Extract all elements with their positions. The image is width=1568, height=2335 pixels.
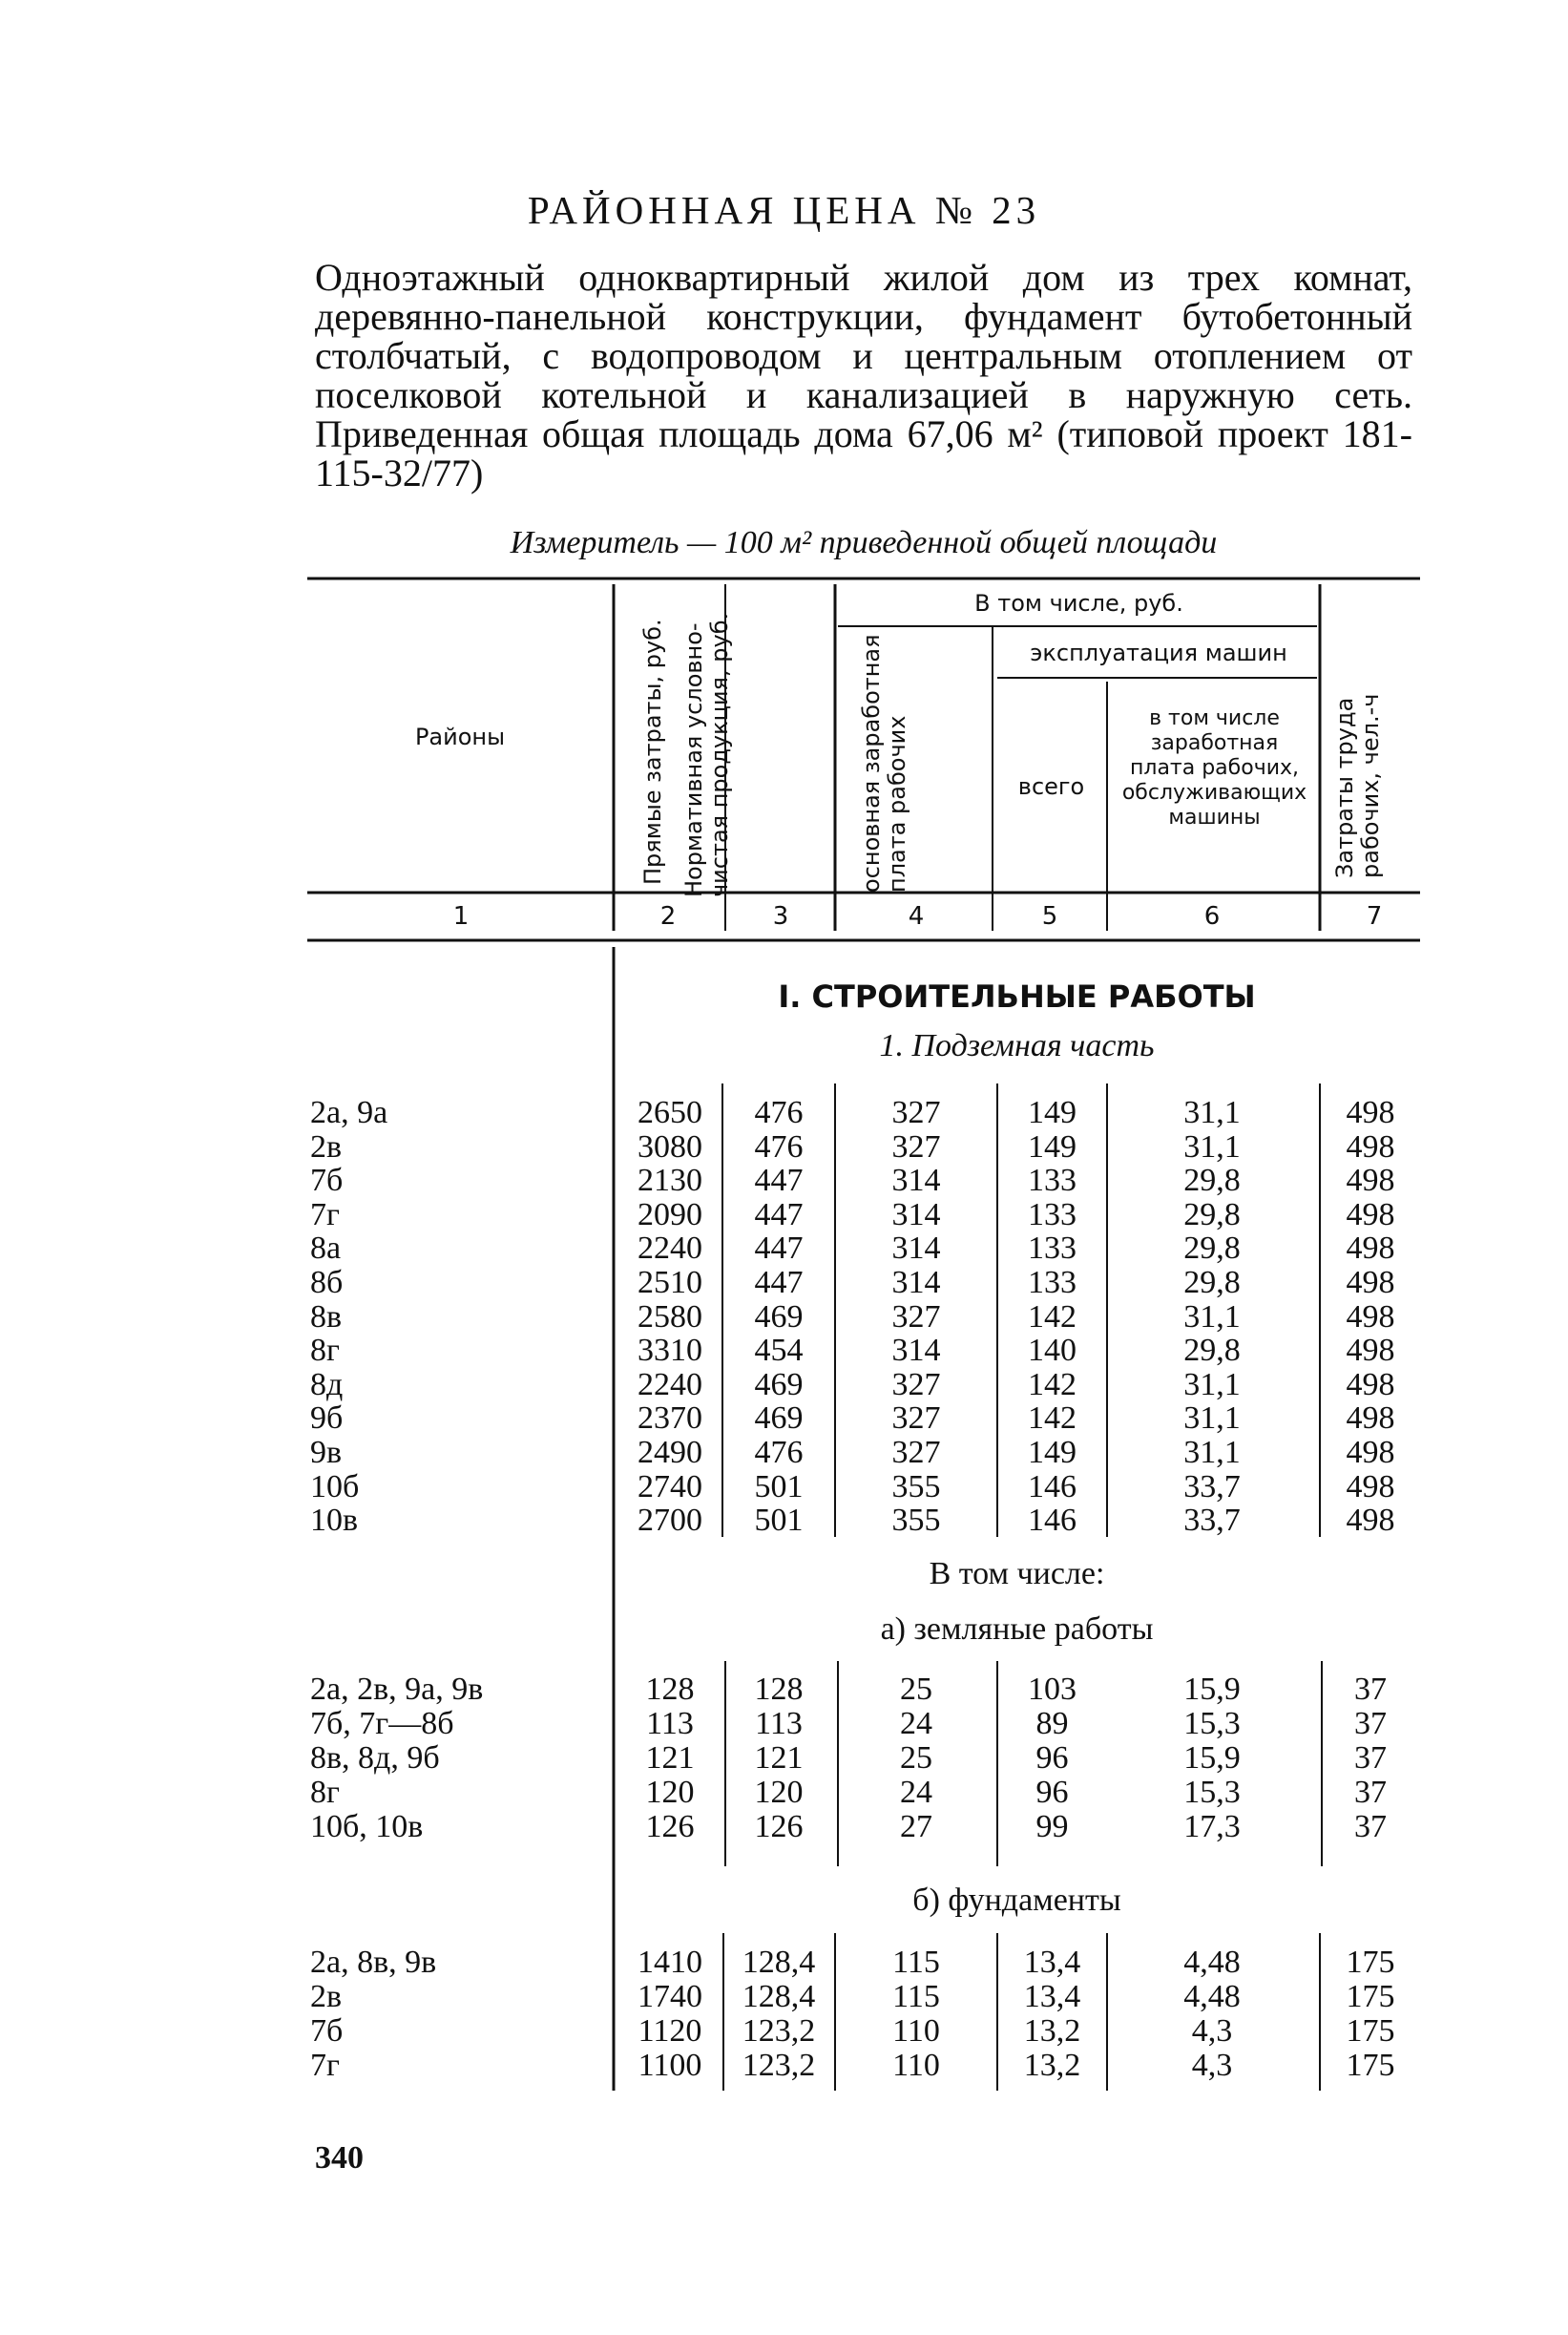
cell-base-wages: 27 — [900, 1809, 932, 1844]
cell-labor-hours: 175 — [1346, 1945, 1395, 1980]
table-row — [310, 1946, 1417, 1980]
cell-region: 8д — [310, 1366, 344, 1402]
cell-base-wages: 314 — [891, 1265, 941, 1300]
cell-region: 8в, 8д, 9б — [310, 1740, 440, 1776]
cell-normative-product: 454 — [754, 1333, 804, 1369]
cell-labor-hours: 498 — [1346, 1265, 1395, 1300]
header-labor-hours: Затраты труда рабочих, чел.-ч — [1331, 693, 1384, 878]
cell-labor-hours: 498 — [1346, 1231, 1395, 1267]
table-row — [310, 1707, 1417, 1741]
cell-direct-costs: 2650 — [638, 1095, 702, 1130]
cell-machine-wages: 33,7 — [1183, 1468, 1241, 1504]
cell-normative-product: 123,2 — [742, 2048, 816, 2083]
cell-direct-costs: 2240 — [638, 1231, 702, 1267]
cell-machine-wages: 31,1 — [1183, 1128, 1241, 1165]
cell-machine-wages: 31,1 — [1183, 1366, 1241, 1402]
table-row — [310, 1368, 1417, 1402]
cell-base-wages: 24 — [900, 1775, 932, 1810]
table-row — [310, 1164, 1417, 1198]
cell-normative-product: 447 — [754, 1231, 804, 1267]
cell-machine-total: 142 — [1028, 1366, 1077, 1402]
cell-machine-total: 13,2 — [1023, 2013, 1081, 2049]
cell-machine-wages: 33,7 — [1183, 1503, 1241, 1539]
cell-base-wages: 355 — [891, 1503, 941, 1539]
cell-labor-hours: 498 — [1346, 1163, 1395, 1199]
table-row — [310, 1436, 1417, 1470]
cell-region: 8г — [310, 1775, 340, 1810]
header-regions: Районы — [414, 724, 506, 750]
cell-direct-costs: 1100 — [638, 2048, 702, 2083]
cell-labor-hours: 498 — [1346, 1400, 1395, 1437]
table-row — [310, 1334, 1417, 1368]
cell-direct-costs: 3310 — [638, 1333, 702, 1369]
cell-base-wages: 327 — [891, 1298, 941, 1335]
cell-machine-total: 146 — [1028, 1468, 1077, 1504]
colnum-1: 1 — [452, 902, 470, 931]
cell-direct-costs: 121 — [645, 1740, 695, 1776]
cell-machine-wages: 29,8 — [1183, 1333, 1241, 1369]
cell-region: 2а, 2в, 9а, 9в — [310, 1672, 484, 1707]
cell-machine-total: 149 — [1028, 1095, 1077, 1130]
cell-machine-wages: 15,3 — [1183, 1775, 1241, 1810]
cell-base-wages: 24 — [900, 1706, 932, 1741]
cell-labor-hours: 37 — [1354, 1672, 1387, 1707]
cell-direct-costs: 120 — [645, 1775, 695, 1810]
section-title: I. СТРОИТЕЛЬНЫЕ РАБОТЫ — [778, 978, 1256, 1015]
table-row — [310, 1741, 1417, 1776]
cell-direct-costs: 2490 — [638, 1435, 702, 1470]
cell-machine-wages: 31,1 — [1183, 1298, 1241, 1335]
cell-direct-costs: 126 — [645, 1809, 695, 1844]
cell-base-wages: 110 — [892, 2013, 940, 2049]
cell-machine-wages: 4,48 — [1183, 1945, 1241, 1980]
cell-labor-hours: 37 — [1354, 1775, 1387, 1810]
cell-machine-total: 140 — [1028, 1333, 1077, 1369]
colnum-2: 2 — [659, 902, 677, 931]
table-row — [310, 1266, 1417, 1300]
header-direct-costs: Прямые затраты, руб. — [639, 619, 666, 885]
table-row — [310, 1198, 1417, 1232]
cell-normative-product: 123,2 — [742, 2013, 816, 2049]
cell-normative-product: 128,4 — [742, 1945, 816, 1980]
table-row — [310, 1672, 1417, 1707]
cell-machine-wages: 15,3 — [1183, 1706, 1241, 1741]
cell-region: 7г — [310, 1196, 340, 1232]
cell-machine-total: 133 — [1028, 1163, 1077, 1199]
cell-base-wages: 327 — [891, 1095, 941, 1130]
cell-base-wages: 314 — [891, 1163, 941, 1199]
cell-region: 8б — [310, 1265, 344, 1300]
table-row — [310, 2014, 1417, 2049]
table-row — [310, 1096, 1417, 1130]
cell-labor-hours: 498 — [1346, 1095, 1395, 1130]
cell-region: 10в — [310, 1503, 359, 1539]
cell-normative-product: 128 — [754, 1672, 804, 1707]
cell-base-wages: 327 — [891, 1400, 941, 1437]
cell-region: 7б, 7г—8б — [310, 1706, 454, 1741]
cell-region: 2а, 9а — [310, 1095, 388, 1130]
cell-base-wages: 327 — [891, 1435, 941, 1470]
cell-region: 7г — [310, 2048, 340, 2083]
cell-machine-total: 142 — [1028, 1400, 1077, 1437]
header-normative-product: Нормативная условно-чистая продукция, руб. — [680, 612, 733, 897]
cell-direct-costs: 128 — [645, 1672, 695, 1707]
cell-machine-wages: 31,1 — [1183, 1400, 1241, 1437]
colnum-4: 4 — [908, 902, 925, 931]
cell-base-wages: 115 — [892, 1979, 940, 2014]
cell-direct-costs: 2090 — [638, 1196, 702, 1232]
cell-direct-costs: 2510 — [638, 1265, 702, 1300]
cell-machine-total: 13,2 — [1023, 2048, 1081, 2083]
cell-labor-hours: 498 — [1346, 1468, 1395, 1504]
cell-base-wages: 355 — [891, 1468, 941, 1504]
cell-direct-costs: 2700 — [638, 1503, 702, 1539]
cell-labor-hours: 175 — [1346, 1979, 1395, 2014]
cell-machine-wages: 29,8 — [1183, 1265, 1241, 1300]
cell-labor-hours: 37 — [1354, 1740, 1387, 1776]
cell-base-wages: 25 — [900, 1740, 932, 1776]
cell-labor-hours: 498 — [1346, 1333, 1395, 1369]
table-row — [310, 1980, 1417, 2014]
cell-region: 10б — [310, 1468, 360, 1504]
cell-machine-total: 142 — [1028, 1298, 1077, 1335]
cell-normative-product: 121 — [754, 1740, 804, 1776]
colnum-3: 3 — [772, 902, 789, 931]
cell-region: 7б — [310, 2013, 344, 2049]
page-number: 340 — [315, 2140, 364, 2176]
cell-direct-costs: 2580 — [638, 1298, 702, 1335]
table-row — [310, 1504, 1417, 1538]
cell-machine-wages: 29,8 — [1183, 1163, 1241, 1199]
table-row — [310, 1810, 1417, 1844]
page-title: РАЙОННАЯ ЦЕНА № 23 — [527, 188, 1041, 232]
cell-region: 8а — [310, 1231, 342, 1267]
cell-direct-costs: 1410 — [638, 1945, 702, 1980]
cell-base-wages: 327 — [891, 1366, 941, 1402]
cell-labor-hours: 498 — [1346, 1366, 1395, 1402]
cell-region: 2в — [310, 1979, 343, 2014]
cell-machine-wages: 15,9 — [1183, 1740, 1241, 1776]
cell-machine-total: 133 — [1028, 1265, 1077, 1300]
header-machine-wages: в том числе заработная плата рабочих, обслуживающих машины — [1121, 706, 1307, 830]
cell-labor-hours: 37 — [1354, 1809, 1387, 1844]
cell-normative-product: 476 — [754, 1128, 804, 1165]
cell-normative-product: 128,4 — [742, 1979, 816, 2014]
subsection-earthworks: а) земляные работы — [880, 1611, 1154, 1647]
cell-direct-costs: 2740 — [638, 1468, 702, 1504]
cell-normative-product: 501 — [754, 1503, 804, 1539]
table-row — [310, 1130, 1417, 1165]
cell-base-wages: 314 — [891, 1196, 941, 1232]
table-row — [310, 1401, 1417, 1436]
cell-labor-hours: 498 — [1346, 1503, 1395, 1539]
cell-machine-wages: 29,8 — [1183, 1231, 1241, 1267]
cell-machine-total: 149 — [1028, 1128, 1077, 1165]
cell-machine-wages: 29,8 — [1183, 1196, 1241, 1232]
cell-region: 7б — [310, 1163, 344, 1199]
cell-normative-product: 113 — [755, 1706, 803, 1741]
cell-machine-total: 103 — [1028, 1672, 1077, 1707]
table-row — [310, 2049, 1417, 2083]
cell-base-wages: 314 — [891, 1231, 941, 1267]
cell-direct-costs: 1740 — [638, 1979, 702, 2014]
cell-region: 9в — [310, 1435, 343, 1470]
header-base-wages: основная заработная плата рабочих — [858, 634, 910, 893]
cell-base-wages: 110 — [892, 2048, 940, 2083]
cell-machine-total: 149 — [1028, 1435, 1077, 1470]
cell-direct-costs: 2370 — [638, 1400, 702, 1437]
colnum-7: 7 — [1366, 902, 1383, 931]
cell-machine-wages: 31,1 — [1183, 1095, 1241, 1130]
cell-normative-product: 501 — [754, 1468, 804, 1504]
cell-machine-total: 133 — [1028, 1196, 1077, 1232]
cell-normative-product: 469 — [754, 1298, 804, 1335]
cell-normative-product: 447 — [754, 1163, 804, 1199]
cell-normative-product: 447 — [754, 1265, 804, 1300]
table-row — [310, 1231, 1417, 1266]
cell-normative-product: 469 — [754, 1366, 804, 1402]
cell-machine-wages: 4,3 — [1191, 2048, 1233, 2083]
cell-region: 9б — [310, 1400, 344, 1437]
cell-base-wages: 25 — [900, 1672, 932, 1707]
object-description: Одноэтажный одноквартирный жилой дом из трех комнат, деревянно-панельной конструкции, фундамент бутобетонный столбчатый, с водопроводом и центральным отоплением от поселковой котельной и канализацией в наружную сеть. Приведенная общая площадь дома 67,06 м² (типовой проект 181-115-32/77) — [315, 256, 1412, 494]
cell-labor-hours: 175 — [1346, 2013, 1395, 2049]
cell-machine-wages: 15,9 — [1183, 1672, 1241, 1707]
colnum-5: 5 — [1041, 902, 1058, 931]
cell-machine-total: 96 — [1035, 1775, 1069, 1810]
cell-base-wages: 327 — [891, 1128, 941, 1165]
cell-direct-costs: 2130 — [638, 1163, 702, 1199]
cell-machine-wages: 4,3 — [1191, 2013, 1233, 2049]
cell-region: 8в — [310, 1298, 343, 1335]
including-label: В том числе: — [929, 1556, 1105, 1591]
cell-direct-costs: 113 — [646, 1706, 694, 1741]
cell-region: 10б, 10в — [310, 1809, 424, 1844]
cell-machine-total: 133 — [1028, 1231, 1077, 1267]
subsection-title: 1. Подземная часть — [879, 1028, 1155, 1063]
cell-machine-wages: 31,1 — [1183, 1435, 1241, 1470]
measurement-unit: Измеритель — 100 м² приведенной общей площади — [510, 525, 1218, 560]
cell-labor-hours: 37 — [1354, 1706, 1387, 1741]
header-machine-total: всего — [1017, 773, 1085, 800]
cell-normative-product: 126 — [754, 1809, 804, 1844]
cell-region: 2в — [310, 1128, 343, 1165]
cell-machine-total: 96 — [1035, 1740, 1069, 1776]
cell-machine-wages: 4,48 — [1183, 1979, 1241, 2014]
cell-normative-product: 476 — [754, 1095, 804, 1130]
table-row — [310, 1776, 1417, 1810]
cell-normative-product: 476 — [754, 1435, 804, 1470]
cell-normative-product: 120 — [754, 1775, 804, 1810]
cell-machine-total: 146 — [1028, 1503, 1077, 1539]
cell-normative-product: 447 — [754, 1196, 804, 1232]
cell-normative-product: 469 — [754, 1400, 804, 1437]
cell-direct-costs: 1120 — [638, 2013, 702, 2049]
table-row — [310, 1470, 1417, 1504]
cell-direct-costs: 3080 — [638, 1128, 702, 1165]
colnum-6: 6 — [1203, 902, 1221, 931]
cell-machine-wages: 17,3 — [1183, 1809, 1241, 1844]
table-row — [310, 1300, 1417, 1335]
cell-region: 8г — [310, 1333, 340, 1369]
cell-direct-costs: 2240 — [638, 1366, 702, 1402]
cell-machine-total: 13,4 — [1023, 1945, 1081, 1980]
cell-labor-hours: 498 — [1346, 1196, 1395, 1232]
header-machine-operation: эксплуатация машин — [1030, 640, 1287, 666]
cell-region: 2а, 8в, 9в — [310, 1945, 437, 1980]
cell-base-wages: 115 — [892, 1945, 940, 1980]
cell-labor-hours: 498 — [1346, 1435, 1395, 1470]
cell-machine-total: 99 — [1035, 1809, 1069, 1844]
subsection-foundations: б) фундаменты — [912, 1883, 1121, 1918]
cell-machine-total: 89 — [1035, 1706, 1069, 1741]
cell-labor-hours: 175 — [1346, 2048, 1395, 2083]
cell-labor-hours: 498 — [1346, 1298, 1395, 1335]
cell-machine-total: 13,4 — [1023, 1979, 1081, 2014]
cell-labor-hours: 498 — [1346, 1128, 1395, 1165]
cell-base-wages: 314 — [891, 1333, 941, 1369]
header-including-group: В том числе, руб. — [974, 590, 1183, 617]
